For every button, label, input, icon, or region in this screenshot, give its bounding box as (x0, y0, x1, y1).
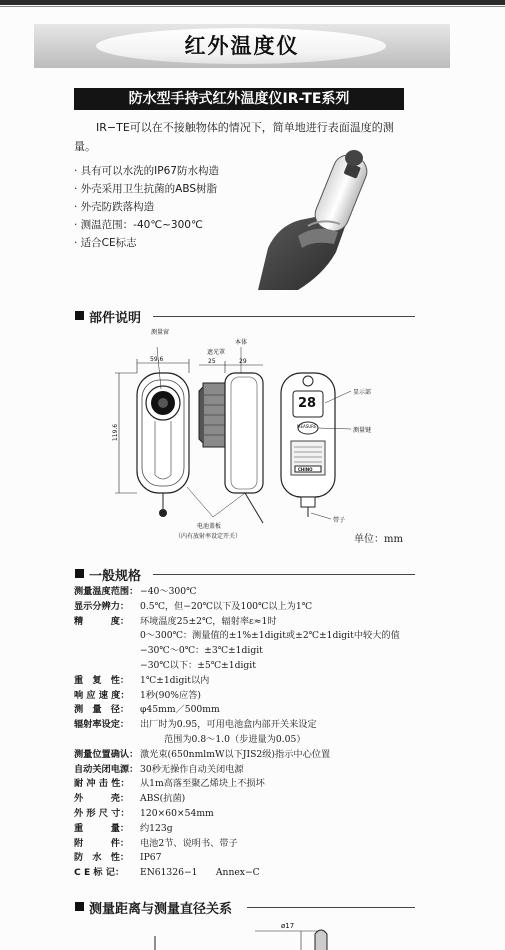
label-window: 测量窗 (151, 329, 170, 336)
spec-row: 重 量： 约123g (74, 822, 173, 834)
distance-heading-text: 测量距离与测量直径关系 (89, 902, 233, 917)
feature-list (74, 162, 264, 252)
label-battery-cover: 电池盖板 (197, 523, 222, 530)
unit-label: 单位：mm (354, 534, 403, 545)
label-measure-key: 测量键 (353, 427, 372, 434)
heading-rule (153, 574, 415, 575)
top-border (0, 0, 505, 5)
spec-row: C E 标 记： EN61326−1 Annex−C (74, 867, 260, 879)
dim-body: 29 (239, 358, 247, 365)
spec-row: 测量位置确认： 激光束(650nmlmW以下JIS2级)指示中心位置 (74, 748, 331, 760)
distance-diagram (95, 922, 425, 950)
spec-row: 耐 冲 击 性： 从1m高落至聚乙烯块上不损坏 (74, 778, 265, 790)
feature-item: · 具有可以水洗的IP67防水构造 (74, 165, 219, 177)
label-switch-note: （内有放射率设定开关） (175, 533, 242, 540)
heading-square-icon (75, 569, 84, 578)
specs-heading-text: 一般规格 (89, 569, 142, 584)
label-display: 显示部 (353, 389, 372, 396)
intro-paragraph: IR−TE可以在不接触物体的情况下，简单地进行表面温度的测量。 (74, 121, 394, 153)
product-photo (258, 140, 388, 290)
dim-hood: 25 (208, 358, 216, 365)
spec-row: −30℃～0℃：±3℃±1digit (140, 645, 263, 657)
parts-diagram (95, 325, 415, 550)
label-body: 本体 (235, 339, 248, 346)
feature-item: · 外壳采用卫生抗菌的ABS树脂 (74, 183, 218, 195)
dim-width: 59.6 (150, 356, 164, 363)
distance-diagram-drawing (95, 922, 425, 950)
title-banner (34, 24, 450, 68)
spec-row: 附 件： 电池2节、说明书、带子 (74, 837, 238, 849)
label-strap: 带子 (333, 517, 346, 524)
distance-dim: ø17 (281, 922, 295, 930)
specs-section-heading (75, 565, 415, 583)
spec-row: 重 复 性： 1℃±1digit以内 (74, 674, 210, 686)
heading-rule (153, 316, 415, 317)
parts-section-heading (75, 307, 415, 325)
brand-label: CHINO (298, 467, 313, 472)
spec-row: 精 度： 环境温度25±2℃，辐射率ε≈1时 (74, 615, 277, 627)
distance-section-heading (75, 898, 415, 916)
heading-square-icon (75, 311, 84, 320)
specs-table (74, 585, 434, 881)
spec-row: 辐射率设定： 出厂时为0.95，可用电池盒内部开关来设定 (74, 719, 317, 731)
key-text: MEASURE (297, 424, 317, 429)
product-subtitle: 防水型手持式红外温度仪IR-TE系列 (74, 88, 404, 110)
spec-row: 外 形 尺 寸： 120×60×54mm (74, 807, 214, 819)
parts-diagram-drawing (95, 325, 415, 550)
spec-row: 自动关闭电源： 30秒无操作自动关闭电源 (74, 763, 244, 775)
dim-height: 119.6 (112, 423, 120, 442)
spec-row: 0～300℃：测量值的±1%±1digit或±2℃±1digit中较大的值 (140, 630, 400, 642)
spec-row: 响 应 速 度： 1秒(90%应答) (74, 689, 201, 701)
spec-row: 范围为0.8～1.0（步进量为0.05） (164, 733, 306, 745)
spec-row: 测量温度范围： −40～300℃ (74, 586, 197, 597)
top-border-thin (0, 6, 505, 7)
label-hood: 遮光罩 (207, 349, 226, 356)
feature-item: · 测温范围：-40℃~300℃ (74, 219, 203, 231)
spec-row: 测 量 径： φ45mm／500mm (74, 704, 220, 716)
spec-row: 防 水 性： IP67 (74, 852, 162, 864)
heading-square-icon (75, 902, 84, 911)
spec-row: 外 壳： ABS(抗菌) (74, 793, 186, 805)
feature-item: · 外壳防跌落构造 (74, 201, 155, 213)
page-title: 红外温度仪 (184, 34, 300, 58)
heading-rule (247, 907, 415, 908)
spec-row: 显示分辨力： 0.5℃，但−20℃以下及100℃以上为1℃ (74, 600, 312, 612)
screen-digits: 28 (298, 396, 317, 411)
spec-row: −30℃以下：±5℃±1digit (140, 659, 256, 671)
feature-item: · 适合CE标志 (74, 237, 137, 249)
parts-heading-text: 部件说明 (89, 311, 142, 326)
